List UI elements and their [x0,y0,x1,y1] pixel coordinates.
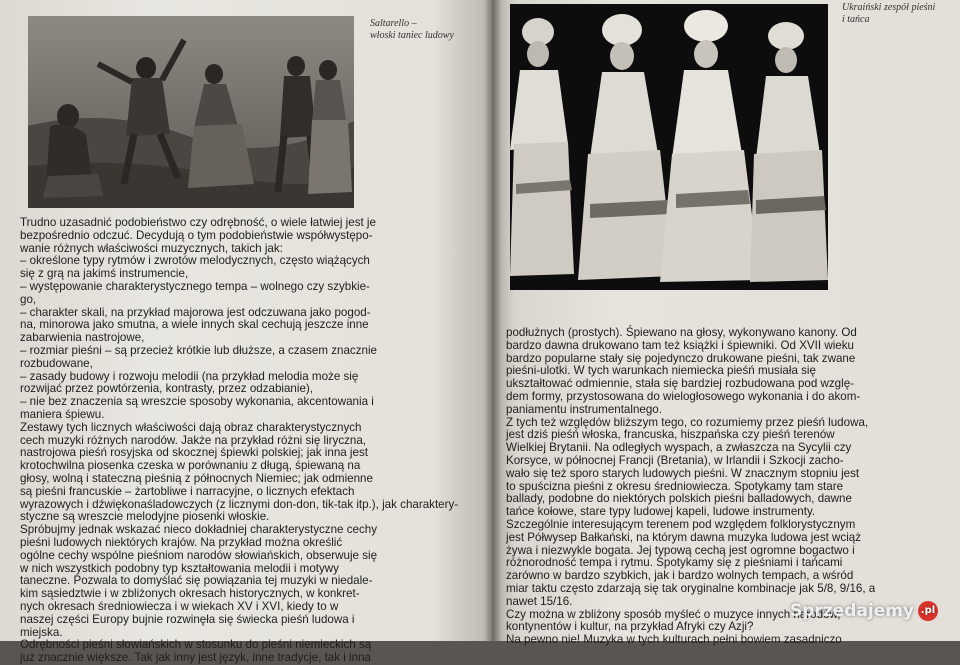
text-line: Na pewno nie! Muzyka w tych kulturach pełni bowiem zasadniczo [506,633,842,647]
text-line: bardzo popularne stały się pojedynczo drukowane pieśni, tak zwane [506,351,856,365]
text-line: bardzo dawna drukowano tam też książki i śpiewniki. Od XVII wieku [506,338,854,352]
text-line: taneczne. Pozwala to domyślać się powiązania tej muzyki w niedale- [20,574,373,588]
ukrainian-ensemble-photo [510,4,828,290]
text-line: podłużnych (prostych). Śpiewano na głosy, wykonywano kanony. Od [506,326,857,339]
text-line: rozwijać przez powtórzenia, kontrasty, przez odzabianie), [20,382,313,396]
text-line: tańce kołowe, stare typy ludowej kapeli, ludowe instrumenty. [506,505,816,519]
text-line: – nie bez znaczenia są wreszcie sposoby wykonania, akcentowania i [20,395,374,409]
text-line: kontynentów i kultur, na przykład Afryki czy Azji? [506,620,754,634]
text-line: Wielkiej Brytanii. Na odległych wyspach, a zwłaszcza na Sycylii czy [506,441,852,455]
text-line: Szczególnie interesującym terenem pod względem folklorystycznym [506,517,856,531]
text-line: różnorodność tempa i rytmu. Spotykamy się z pieśniami i tańcami [506,556,843,570]
text-line: styczne są wreszcie melodyjne piosenki włoskie. [20,510,270,524]
text-line: pieśni ludowych niektórych krajów. Na przykład można określić [20,535,343,549]
ensemble-caption [842,2,960,26]
caption-line: i tańca [842,14,870,25]
text-line: pieśni-ulotki. W tych warunkach niemiecka pieśń musiała się [506,364,816,378]
text-line: naszej części Europy bujnie rozwinęła się świecka pieśń ludowa i [20,612,355,626]
text-line: bezpośrednio odczuć. Decydują o tym podobieństwie współwystępo- [20,228,373,242]
text-line: Spróbujmy jednak wskazać nieco dokładniej charakterystyczne cechy [20,523,378,537]
text-line: zabarwienia nastrojowe, [20,331,145,345]
text-line: kim sąsiedztwie i w zbliżonych okresach historycznych, w konkret- [20,587,360,601]
caption-line: włoski taniec ludowy [370,30,454,41]
text-line: Czy można w zbliżony sposób myśleć o muzyce innych narodów, [506,607,841,621]
text-line: to spuścizna pieśni z okresu średniowiecza. Spotykamy tam stare [506,479,844,493]
ensemble-dancers-illustration [510,4,828,290]
text-line: – rozmiar pieśni – są przecież krótkie lub dłuższe, a czasem znacznie [20,343,377,357]
text-line: Trudno uzasadnić podobieństwo czy odrębność, o wiele łatwiej jest je [20,216,376,229]
text-line: ogólne cechy wspólne pieśniom narodów słowiańskich, obserwuje się [20,548,378,562]
text-line: nawet 15/16. [506,594,573,608]
text-line: Odrębności pieśni słowiańskich w stosunku do pieśni niemieckich są [20,638,372,652]
watermark-text: Sprzedajemy [789,601,914,621]
text-line: miejska. [20,625,63,639]
text-line: – charakter skali, na przykład majorowa jest odczuwana jako pogod- [20,305,371,319]
text-line: są pieśni francuskie – żartobliwe i narracyjne, o licznych efektach [20,484,355,498]
text-line: – występowanie charakterystycznego tempa – wolnego czy szybkie- [20,279,370,293]
text-line: Zestawy tych licznych właściwości dają obraz charakterystycznych [20,420,362,434]
text-line: jest Półwysep Bałkański, na którym dawna muzyka ludowa jest wciąż [506,530,862,544]
text-line: nych okresach średniowiecza i w wiekach XV i XVI, kiedy to w [20,599,339,613]
text-line: – określone typy rytmów i zwrotów melodycznych, często wiążących [20,254,370,268]
caption-line: Ukraiński zespół pieśni [842,2,936,13]
text-line: głosy, wolną i stateczną pieśnią z północnych Niemiec; jak odmienne [20,471,373,485]
text-line: nastrojowa pieśń rosyjska od skocznej śpiewki polskiej; jak inna jest [20,446,368,460]
text-line: wanie różnych właściwości muzycznych, takich jak: [20,241,283,255]
text-line: miar taktu często zdarzają się tak oryginalne kombinacje jak 5/8, 9/16, a [506,581,876,595]
text-line: krotochwilna piosenka czeska w porównaniu z długą, śpiewaną na [20,459,361,473]
left-body-text [20,216,459,665]
saltarello-caption [370,18,480,42]
text-line: – zasady budowy i rozwoju melodii (na przykład melodia może się [20,369,359,383]
text-line: rozbudowane, [20,356,93,370]
text-line: cech muzyki różnych narodów. Jakże na przykład różni się liryczna, [20,433,367,447]
watermark [790,601,938,621]
text-line: dem formy, przystosowana do wielogłosowego wykonania i do akom- [506,389,861,403]
text-line: się z grą na jakimś instrumencie, [20,267,189,281]
text-line: jest dziś pieśń włoska, francuska, hiszpańska czy pieśń terenów [506,428,835,442]
text-line: Z tych też względów bliższym tego, co rozumiemy przez pieśń ludowa, [506,415,869,429]
right-body-text [506,326,876,647]
right-page [492,0,960,647]
text-line: zarówno w bardzo szybkich, jak i bardzo wolnych tempach, a wśród [506,569,854,583]
watermark-badge: .pl [918,601,938,621]
text-line: na, minorowa jako smutna, a wiele innych skal cechują jeszcze inne [20,318,369,332]
book-spine-shadow [484,0,502,641]
text-line: maniera śpiewu. [20,407,105,421]
text-line: ukształtować odmiennie, stała się bardziej rozbudowana pod wzglę- [506,377,855,391]
saltarello-engraving [28,16,354,208]
text-line: ballady, podobne do niektórych polskich pieśni balladowych, dawne [506,492,852,506]
text-line: w nich wszystkich podobny typ kształtowania melodii i motywy [20,561,339,575]
text-line: już znacznie większe. Tak jak inny jest język, inne tradycje, tak i inna [20,651,371,665]
caption-line: Saltarello – [370,18,417,29]
saltarello-dancers-illustration [28,16,354,208]
text-line: go, [20,292,37,306]
text-line: Korsyce, w północnej Francji (Bretania), w Irlandii i Szkocji zacho- [506,453,844,467]
text-line: żywa i niezwykle bogata. Jej typową cechą jest ogromne bogactwo i [506,543,855,557]
text-line: wyrazowych i dźwiękonaśladowczych (z licznymi don-don, tik-tak itp.), jak charaktery- [20,497,459,511]
text-line: wało się też sporo starych ludowych pieśni. W znacznym stopniu jest [506,466,860,480]
text-line: paniamentu instrumentalnego. [506,402,662,416]
